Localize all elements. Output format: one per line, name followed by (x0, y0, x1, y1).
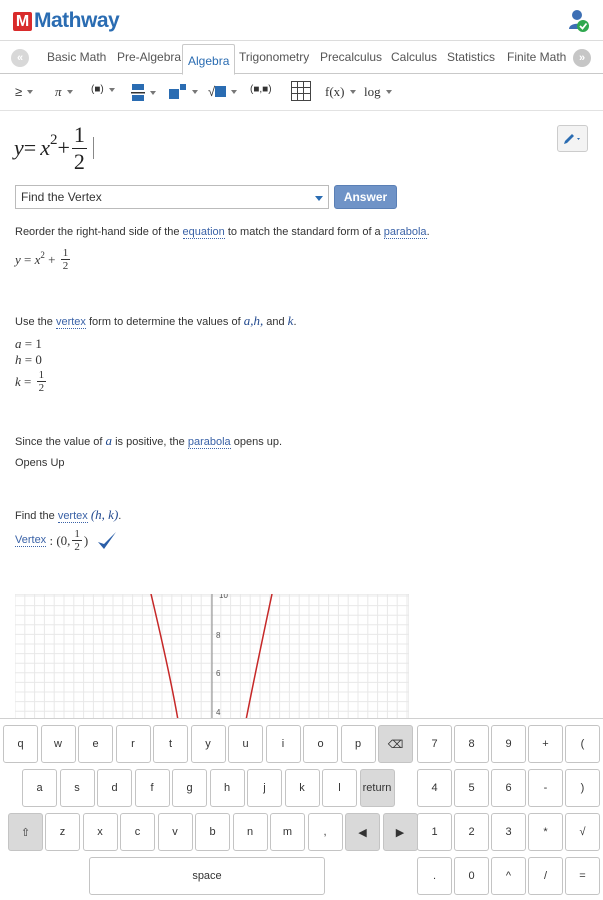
vertex-open: (0, (56, 532, 71, 548)
key-b[interactable]: b (195, 813, 230, 851)
key-h[interactable]: h (210, 769, 245, 807)
equals: = (21, 352, 36, 367)
chevron-down-icon (231, 90, 237, 94)
var-k: k (15, 373, 21, 389)
solution-step-2 (15, 313, 297, 329)
equals: = (21, 336, 36, 351)
y-tick-label: 4 (216, 708, 221, 717)
step-text: Since the value of (15, 436, 106, 448)
vertex-numerator: 1 (74, 528, 80, 540)
eq-fraction (61, 247, 71, 272)
numpad-key[interactable]: 2 (454, 813, 489, 851)
key-g[interactable]: g (172, 769, 207, 807)
numpad-key[interactable]: / (528, 857, 563, 895)
key-z[interactable]: z (45, 813, 80, 851)
vertex-denominator: 2 (74, 541, 80, 553)
math-toolbar (0, 75, 603, 111)
colon: : (46, 532, 57, 548)
value: 1 (35, 336, 42, 351)
text-cursor (93, 137, 94, 159)
mathway-logo[interactable] (13, 9, 119, 33)
key-s[interactable]: s (60, 769, 95, 807)
chevron-down-icon (27, 90, 33, 94)
fraction-menu[interactable] (131, 84, 156, 102)
y-tick-label: 8 (216, 631, 221, 640)
numpad-key[interactable]: ( (565, 725, 600, 763)
matrix-button[interactable] (291, 81, 311, 101)
numpad-key[interactable]: = (565, 857, 600, 895)
var-h: h (15, 352, 22, 367)
numpad-key[interactable]: 6 (491, 769, 526, 807)
vertex-link[interactable]: vertex (55, 316, 86, 328)
key-a[interactable]: a (22, 769, 57, 807)
eq-exponent: 2 (40, 249, 45, 260)
step-text: . (118, 510, 122, 522)
function-menu[interactable] (325, 84, 356, 100)
parabola-link[interactable]: parabola (383, 226, 427, 238)
y-tick-label: 6 (216, 669, 221, 678)
eq-denominator: 2 (62, 260, 69, 272)
vertex-link[interactable]: Vertex (15, 534, 47, 546)
vertex-fraction (72, 528, 82, 553)
step-text: Reorder the right-hand side of the (15, 226, 183, 238)
chevron-down-icon (386, 90, 392, 94)
action-selected-value: Find the Vertex (21, 190, 102, 204)
k-denominator: 2 (38, 382, 45, 394)
key-w[interactable]: w (41, 725, 76, 763)
numpad-key[interactable]: ) (565, 769, 600, 807)
chevron-down-icon (109, 88, 115, 92)
input-fraction (72, 122, 87, 175)
inequality-menu[interactable] (15, 84, 33, 99)
step-variable-a: a (105, 433, 113, 448)
input-lhs: y (14, 135, 24, 160)
pi-menu[interactable] (55, 84, 73, 100)
step-text: form to determine the values of (85, 316, 244, 328)
key-c[interactable]: c (120, 813, 155, 851)
pencil-icon (562, 132, 584, 146)
step-variables: a,h, (243, 313, 264, 328)
k-numerator: 1 (38, 369, 45, 381)
numpad-key[interactable]: 8 (454, 725, 489, 763)
numpad-key[interactable]: . (417, 857, 452, 895)
input-plus: + (57, 135, 70, 160)
parabola-link[interactable]: parabola (187, 436, 231, 448)
parentheses-menu[interactable] (91, 84, 115, 95)
key-v[interactable]: v (158, 813, 193, 851)
numpad-key[interactable]: ^ (491, 857, 526, 895)
ge-symbol: ≥ (15, 84, 23, 99)
numpad-key[interactable]: 1 (417, 813, 452, 851)
subject-tabs (0, 41, 603, 74)
key-t[interactable]: t (153, 725, 188, 763)
tab-basic-math[interactable]: Basic Math (47, 50, 107, 64)
exponent-icon (169, 84, 187, 100)
numpad-key[interactable]: 7 (417, 725, 452, 763)
step-text: and (263, 316, 288, 328)
numpad-key[interactable]: 0 (454, 857, 489, 895)
key-f[interactable]: f (135, 769, 170, 807)
value-h (15, 352, 42, 368)
equation-link[interactable]: equation (182, 226, 225, 238)
input-exponent: 2 (49, 131, 58, 148)
solution-step-1 (15, 226, 430, 238)
standard-form-equation (15, 247, 72, 272)
fraction-icon (131, 84, 145, 102)
tab-algebra[interactable]: Algebra (182, 44, 235, 75)
backspace-key[interactable]: ⌫ (378, 725, 413, 763)
tab-statistics[interactable]: Statistics (447, 50, 496, 64)
vertex-result (15, 528, 118, 553)
key-r[interactable]: r (116, 725, 151, 763)
user-account-icon[interactable] (568, 9, 590, 33)
step-text: is positive, the (112, 436, 188, 448)
input-equals: = (23, 135, 37, 160)
tab-finite-math[interactable]: Finite Math (507, 50, 567, 64)
pi-symbol: π (55, 84, 62, 99)
eq-equals: = (20, 251, 35, 267)
step-variable-k: k (287, 313, 294, 328)
space-key[interactable]: space (89, 857, 325, 895)
chevron-down-icon (350, 90, 356, 94)
eq-plus: + (44, 251, 59, 267)
chevron-down-icon (67, 90, 73, 94)
key-y[interactable]: y (191, 725, 226, 763)
input-denominator: 2 (73, 148, 85, 174)
var-a: a (15, 336, 22, 351)
step-text: . (293, 316, 297, 328)
key-e[interactable]: e (78, 725, 113, 763)
value-a (15, 336, 42, 352)
logo-mark: M (13, 12, 32, 31)
opens-up-result: Opens Up (15, 457, 65, 469)
solution-step-4 (15, 507, 121, 523)
log-symbol: log (364, 84, 381, 99)
numpad-key[interactable]: √ (565, 813, 600, 851)
vertex-close: ) (83, 532, 89, 548)
answer-button[interactable]: Answer (334, 185, 397, 209)
step-variables: (h, k) (90, 507, 119, 522)
step-text: Find the (15, 510, 58, 522)
tab-calculus[interactable]: Calculus (391, 50, 438, 64)
return-key[interactable]: return (360, 769, 395, 807)
key-u[interactable]: u (228, 725, 263, 763)
solution-step-3 (15, 433, 282, 449)
step-text: Use the (15, 316, 56, 328)
key-m[interactable]: m (270, 813, 305, 851)
k-fraction (37, 369, 47, 394)
eq-numerator: 1 (62, 247, 69, 259)
key-q[interactable]: q (3, 725, 38, 763)
numpad-key[interactable]: 9 (491, 725, 526, 763)
checkmark-icon (96, 530, 118, 552)
value-k (15, 369, 48, 394)
step-text: opens up. (230, 436, 283, 448)
step-text: . (426, 226, 430, 238)
matrix-grid-icon (291, 81, 311, 101)
input-numerator: 1 (73, 121, 85, 147)
fx-symbol: f(x) (325, 84, 345, 99)
cursor-right-key[interactable]: ▶ (383, 813, 418, 851)
chevron-down-icon (192, 90, 198, 94)
numpad-key[interactable]: - (528, 769, 563, 807)
key-k[interactable]: k (285, 769, 320, 807)
sqrt-box-icon (215, 86, 226, 97)
cursor-left-key[interactable]: ◀ (345, 813, 380, 851)
equals: = (20, 373, 35, 389)
key-n[interactable]: n (233, 813, 268, 851)
interval-button[interactable]: (■,■) (250, 84, 272, 95)
parabola-graph[interactable] (15, 594, 409, 720)
eq-lhs: y (15, 251, 21, 267)
tab-precalculus[interactable]: Precalculus (320, 50, 383, 64)
numpad-key[interactable]: 3 (491, 813, 526, 851)
sqrt-symbol: √ (208, 84, 216, 99)
key-o[interactable]: o (303, 725, 338, 763)
vertex-link[interactable]: vertex (57, 510, 88, 522)
sqrt-menu[interactable] (208, 84, 237, 99)
math-input-field[interactable] (14, 120, 94, 176)
y-tick-label: 10 (219, 594, 228, 600)
chevron-down-icon (315, 196, 323, 201)
value: 0 (35, 352, 42, 367)
exponent-menu[interactable] (169, 84, 198, 100)
step-text: to match the standard form of a (224, 226, 384, 238)
numpad-key[interactable]: + (528, 725, 563, 763)
log-menu[interactable] (364, 84, 392, 100)
chevron-down-icon (150, 91, 156, 95)
numpad-key[interactable]: 4 (417, 769, 452, 807)
eq-base: x (34, 251, 41, 267)
key-i[interactable]: i (266, 725, 301, 763)
key-d[interactable]: d (97, 769, 132, 807)
key-p[interactable]: p (341, 725, 376, 763)
parentheses-symbol: (■) (91, 84, 104, 95)
key-j[interactable]: j (247, 769, 282, 807)
numpad-key[interactable]: * (528, 813, 563, 851)
tab-trigonometry[interactable]: Trigonometry (239, 50, 310, 64)
tabs-next-button[interactable]: » (573, 49, 591, 67)
action-select[interactable] (15, 185, 329, 209)
key-l[interactable]: l (322, 769, 357, 807)
numpad-key[interactable]: 5 (454, 769, 489, 807)
app-header (0, 0, 603, 41)
on-screen-keyboard (0, 718, 603, 900)
tabs-prev-button[interactable]: « (11, 49, 29, 67)
key-comma[interactable]: , (308, 813, 343, 851)
edit-button[interactable] (557, 125, 588, 152)
tab-pre-algebra[interactable]: Pre-Algebra (117, 50, 182, 64)
shift-key[interactable]: ⇧ (8, 813, 43, 851)
key-x[interactable]: x (83, 813, 118, 851)
input-base: x (40, 135, 50, 160)
logo-text: Mathway (34, 9, 120, 32)
